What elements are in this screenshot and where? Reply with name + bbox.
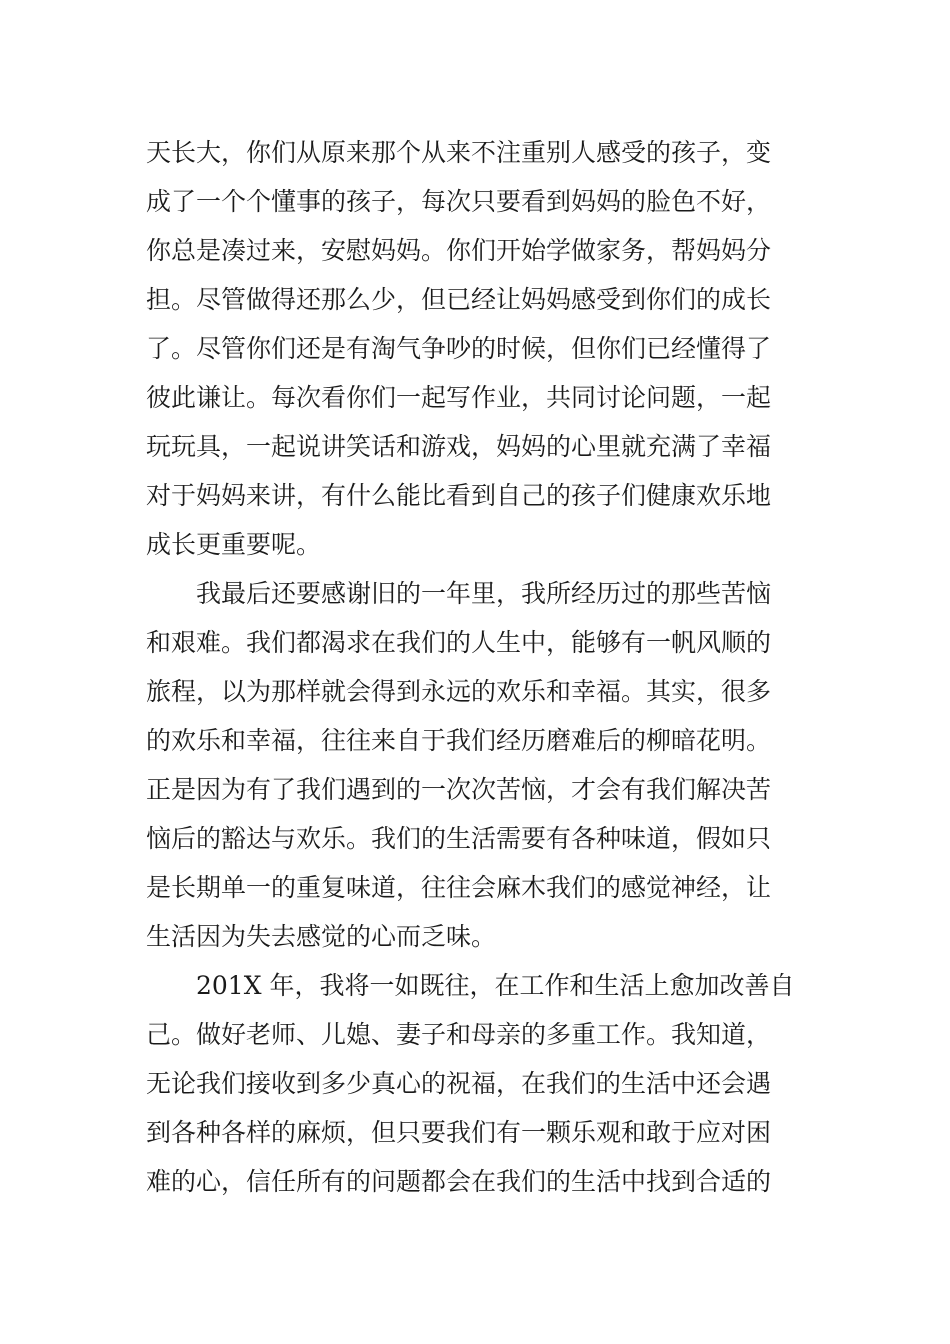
text-line: 到各种各样的麻烦，但只要我们有一颗乐观和敢于应对困: [146, 1118, 772, 1147]
text-line: 和艰难。我们都渴求在我们的人生中，能够有一帆风顺的: [146, 628, 772, 657]
text-line: 正是因为有了我们遇到的一次次苦恼，才会有我们解决苦: [146, 775, 772, 804]
text-line: 了。尽管你们还是有淘气争吵的时候，但你们已经懂得了: [146, 334, 772, 363]
text-line: 旅程，以为那样就会得到永远的欢乐和幸福。其实，很多: [146, 677, 772, 706]
text-line: 的欢乐和幸福，往往来自于我们经历磨难后的柳暗花明。: [146, 726, 772, 755]
text-line: 己。做好老师、儿媳、妻子和母亲的多重工作。我知道，: [146, 1020, 772, 1049]
paragraph-start-line: 201X 年，我将一如既往，在工作和生活上愈加改善自: [196, 971, 795, 1000]
text-line: 天长大，你们从原来那个从来不注重别人感受的孩子，变: [146, 138, 772, 167]
text-line: 你总是凑过来，安慰妈妈。你们开始学做家务，帮妈妈分: [146, 236, 772, 265]
text-line: 难的心，信任所有的问题都会在我们的生活中找到合适的: [146, 1167, 772, 1196]
paragraph-start-line: 我最后还要感谢旧的一年里，我所经历过的那些苦恼: [196, 579, 772, 608]
text-line: 彼此谦让。每次看你们一起写作业，共同讨论问题，一起: [146, 383, 772, 412]
text-line: 恼后的豁达与欢乐。我们的生活需要有各种味道，假如只: [146, 824, 772, 853]
text-line: 成了一个个懂事的孩子，每次只要看到妈妈的脸色不好，: [146, 187, 772, 216]
text-line: 成长更重要呢。: [146, 530, 322, 559]
text-line: 担。尽管做得还那么少，但已经让妈妈感受到你们的成长: [146, 285, 772, 314]
body-text: [146, 128, 810, 1206]
text-line: 是长期单一的重复味道，往往会麻木我们的感觉神经，让: [146, 873, 772, 902]
text-line: 生活因为失去感觉的心而乏味。: [146, 922, 497, 951]
text-line: 对于妈妈来讲，有什么能比看到自己的孩子们健康欢乐地: [146, 481, 772, 510]
text-line: 玩玩具，一起说讲笑话和游戏，妈妈的心里就充满了幸福: [146, 432, 772, 461]
text-line: 无论我们接收到多少真心的祝福，在我们的生活中还会遇: [146, 1069, 772, 1098]
